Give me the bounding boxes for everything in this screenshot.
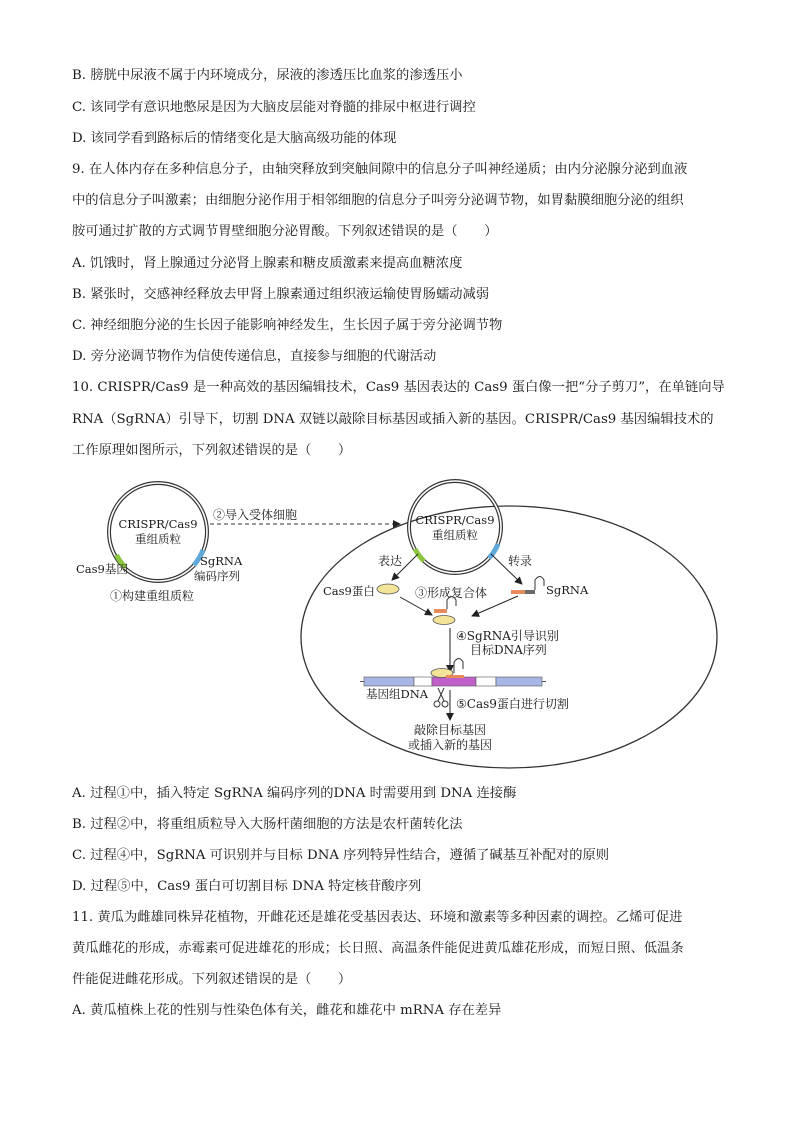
sgrna-label: SgRNA — [546, 583, 589, 597]
option-d-q9: D. 旁分泌调节物作为信使传递信息，直接参与细胞的代谢活动 — [72, 349, 437, 364]
question-10-line3: 工作原理如图所示，下列叙述错误的是（ ） — [72, 443, 352, 458]
bound-sgrna — [454, 659, 463, 674]
right-plasmid — [409, 481, 501, 573]
result-label-1: 敲除目标基因 — [413, 723, 487, 737]
crispr-diagram — [70, 472, 730, 772]
option-a-q10: A. 过程①中，插入特定 SgRNA 编码序列的DNA 时需要用到 DNA 连接酶 — [72, 786, 517, 801]
step1-label: ①构建重组质粒 — [110, 589, 195, 603]
option-d-q8: D. 该同学看到路标后的情绪变化是大脑高级功能的体现 — [72, 131, 397, 146]
option-b-q8: B. 膀胱中尿液不属于内环境成分，尿液的渗透压比血浆的渗透压小 — [72, 68, 463, 83]
sgrna-seq-label-2: 编码序列 — [194, 569, 240, 583]
genome-dna — [360, 677, 546, 686]
step5-label: ⑤Cas9蛋白进行切割 — [456, 697, 569, 711]
option-c-q8: C. 该同学有意识地憋尿是因为大脑皮层能对脊髓的排尿中枢进行调控 — [72, 100, 476, 115]
genome-dna-label: 基因组DNA — [366, 687, 429, 701]
step4-label-2: 目标DNA序列 — [470, 643, 547, 657]
cas9-protein-shape — [377, 584, 399, 594]
option-b-q9: B. 紧张时，交感神经释放去甲肾上腺素通过组织液运输使胃肠蠕动减弱 — [72, 287, 490, 302]
option-d-q10: D. 过程⑤中，Cas9 蛋白可切割目标 DNA 特定核苷酸序列 — [72, 879, 422, 894]
question-9-line2: 中的信息分子叫激素；由细胞分泌作用于相邻细胞的信息分子叫旁分泌调节物，如胃黏膜细胞分泌的组织 — [72, 193, 684, 208]
question-9-line3: 胺可通过扩散的方式调节胃壁细胞分泌胃酸。下列叙述错误的是（ ） — [72, 224, 498, 239]
question-11-line1: 11. 黄瓜为雌雄同株异花植物，开雌花还是雄花受基因表达、环境和激素等多种因素的调控。乙烯可促进 — [72, 910, 683, 925]
complex-shape — [433, 597, 456, 625]
sgrna-seq-label-1: SgRNA — [200, 554, 243, 568]
express-label: 表达 — [378, 554, 403, 568]
right-plasmid-label-2: 重组质粒 — [432, 528, 478, 542]
left-plasmid-label-1: CRISPR/Cas9 — [118, 517, 198, 531]
option-a-q9: A. 饥饿时，肾上腺通过分泌肾上腺素和糖皮质激素来提高血糖浓度 — [72, 256, 463, 271]
result-label-2: 或插入新的基因 — [407, 738, 493, 752]
option-a-q11: A. 黄瓜植株上花的性别与性染色体有关，雌花和雄花中 mRNA 存在差异 — [72, 1003, 502, 1018]
option-c-q9: C. 神经细胞分泌的生长因子能影响神经发生，生长因子属于旁分泌调节物 — [72, 318, 503, 333]
right-plasmid-label-1: CRISPR/Cas9 — [415, 513, 495, 527]
step3-label: ③形成复合体 — [415, 586, 488, 600]
step2-label: ②导入受体细胞 — [213, 508, 298, 522]
cas9-protein-label: Cas9蛋白 — [323, 584, 375, 598]
step4-label-1: ④SgRNA引导识别 — [456, 629, 559, 643]
sgrna-shape — [511, 577, 544, 595]
transcribe-label: 转录 — [508, 554, 533, 568]
option-b-q10: B. 过程②中，将重组质粒导入大肠杆菌细胞的方法是农杆菌转化法 — [72, 817, 463, 832]
left-plasmid-label-2: 重组质粒 — [135, 532, 181, 546]
question-9-line1: 9. 在人体内存在多种信息分子，由轴突释放到突触间隙中的信息分子叫神经递质；由内分泌腺分泌到血液 — [72, 162, 688, 177]
question-11-line3: 件能促进雌花形成。下列叙述错误的是（ ） — [72, 972, 352, 987]
cas9-gene-label: Cas9基因 — [76, 562, 128, 576]
question-11-line2: 黄瓜雌花的形成，赤霉素可促进雄花的形成；长日照、高温条件能促进黄瓜雄花形成，而短日照、低温条 — [72, 941, 684, 956]
question-10-line1: 10. CRISPR/Cas9 是一种高效的基因编辑技术，Cas9 基因表达的 Cas9 蛋白像一把“分子剪刀”，在单链向导 — [72, 380, 725, 395]
option-c-q10: C. 过程④中，SgRNA 可识别并与目标 DNA 序列特异性结合，遵循了碱基互补配对的原则 — [72, 848, 610, 863]
scissors-icon — [434, 688, 448, 707]
question-10-line2: RNA（SgRNA）引导下，切割 DNA 双链以敲除目标基因或插入新的基因。CRISPR/Cas9 基因编辑技术的 — [72, 412, 714, 427]
